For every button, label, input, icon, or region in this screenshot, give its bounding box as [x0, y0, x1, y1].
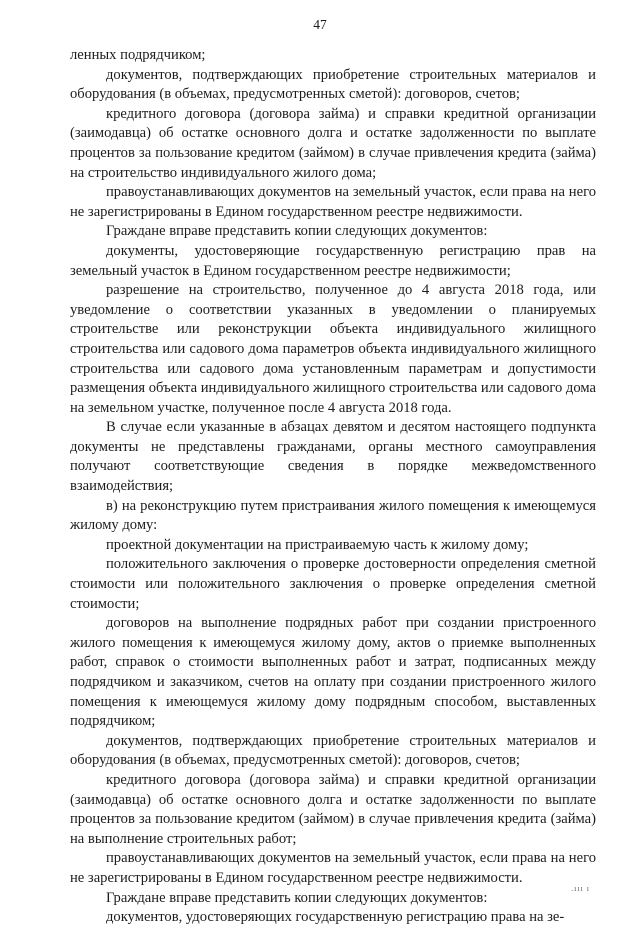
- page-number: 47: [313, 17, 327, 32]
- footer-mark: .ııı ı: [571, 884, 590, 893]
- paragraph: положительного заключения о проверке достоверности определения сметной стоимости или положительного заключения о проверке определения сметной стоимости;: [70, 556, 596, 612]
- paragraph: документов, подтверждающих приобретение строительных материалов и оборудования (в объемах, предусмотренных сметой): договоров, счетов;: [70, 66, 596, 103]
- paragraph: Граждане вправе представить копии следующих документов:: [106, 889, 488, 906]
- paragraph: кредитного договора (договора займа) и справки кредитной организации (заимодавца) об остатке основного долга и остатке задолженности по выплате процентов за пользование кредитом (займом) в случае привлечения кредита (займа) на строительство индивидуального жилого дома;: [70, 105, 596, 181]
- paragraph: правоустанавливающих документов на земельный участок, если права на него не зарегистрированы в Едином государственном реестре недвижимости.: [70, 184, 596, 220]
- paragraph: документы, удостоверяющие государственную регистрацию прав на земельный участок в Едином государственном реестре недвижимости;: [70, 242, 596, 279]
- paragraph: документов, подтверждающих приобретение строительных материалов и оборудования (в объемах, предусмотренных сметой): договоров, счетов;: [70, 732, 596, 769]
- paragraph: Граждане вправе представить копии следующих документов:: [106, 223, 488, 240]
- document-body: [70, 46, 596, 928]
- paragraph: договоров на выполнение подрядных работ при создании пристроенного жилого помещения к имеющемуся жилому дому, актов о приемке выполненных работ, справок о стоимости выполненных работ и затрат, подписанных между подрядчиком и заказчиком, счетов на оплату при создании пристроенного жилого помещения к имеющемуся жилому дому подрядным способом, выставленных подрядчиком;: [70, 615, 596, 730]
- paragraph: В случае если указанные в абзацах девятом и десятом настоящего подпункта документы не представлены гражданами, органы местного самоуправления получают соответствующие сведения в порядке межведомственного взаимодействия;: [70, 419, 596, 495]
- paragraph: в) на реконструкцию путем пристраивания жилого помещения к имеющемуся жилому дому:: [70, 497, 596, 534]
- paragraph: кредитного договора (договора займа) и справки кредитной организации (заимодавца) об остатке основного долга и остатке задолженности по выплате процентов за пользование кредитом (займом) в случае привлечения кредита (займа) на выполнение строительных работ;: [70, 771, 596, 847]
- paragraph: проектной документации на пристраиваемую часть к жилому дому;: [106, 536, 529, 553]
- paragraph: ленных подрядчиком;: [70, 47, 206, 63]
- paragraph: разрешение на строительство, полученное до 4 августа 2018 года, или уведомление о соответствии указанных в уведомлении о планируемых строительстве или реконструкции объекта индивидуального жилищного строительства или садового дома параметров объекта индивидуального жилищного строительства или садового дома установленным параметрам и допустимости размещения объекта индивидуального жилищного строительства или садового дома на земельном участке, полученное после 4 августа 2018 года.: [70, 282, 596, 416]
- paragraph: правоустанавливающих документов на земельный участок, если права на него не зарегистрированы в Едином государственном реестре недвижимости.: [70, 850, 596, 886]
- paragraph: документов, удостоверяющих государственную регистрацию права на зе-: [106, 909, 565, 926]
